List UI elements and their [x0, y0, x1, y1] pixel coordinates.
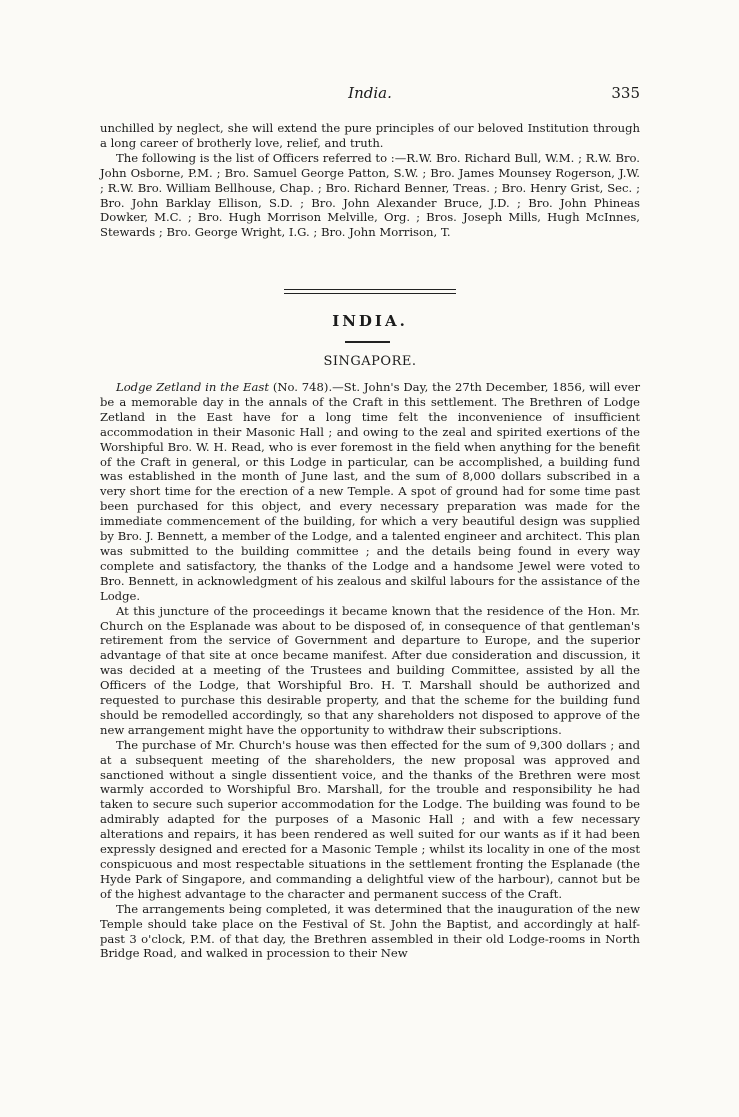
article-paragraph: The purchase of Mr. Church's house was then effected for the sum of 9,300 dollars ; and at a subsequent meeting of the shareholders, the new proposal was approved and sanctioned without a single dissentient voice, and the thanks of the Brethren were most warmly accorded to Worshipful Bro. Marshall, for the trouble and responsibility he had taken to secure such superior accommodation for the Lodge. The building was found to be admirably adapted for the purposes of a Masonic Hall ; and with a few necessary alterations and repairs, it has been rendered as well suited for our wants as if it had been expressly designed and erected for a Masonic Temple ; whilst its locality in one of the most conspicuous and most respectable situations in the settlement fronting the Esplanade (the Hyde Park of Singapore, and commanding a delightful view of the harbour), cannot but be of the highest advantage to the character and permanent success of the Craft. [100, 737, 640, 901]
subsection-title: SINGAPORE. [323, 354, 417, 369]
intro-paragraph-continued: unchilled by neglect, she will extend the pure principles of our beloved Institution through a long career of brotherly love, relief, and truth. [100, 121, 640, 150]
running-head-title: India. [348, 84, 392, 102]
section-divider [284, 289, 456, 294]
article-body [100, 380, 640, 961]
article-paragraph: At this juncture of the proceedings it became known that the residence of the Hon. Mr. Church on the Esplanade was about to be disposed of, in consequence of that gentleman's retirement from the service of Government and departure to Europe, and the superior advantage of that site at once became manifest. After due consideration and discussion, it was decided at a meeting of the Trustees and building Committee, assisted by all the Officers of the Lodge, that Worshipful Bro. H. T. Marshall should be authorized and requested to purchase this desirable property, and that the scheme for the building fund should be remodelled accordingly, so that any shareholders not disposed to approve of the new arrangement might have the opportunity to withdraw their subscriptions. [100, 603, 640, 737]
section-title: INDIA. [332, 312, 408, 330]
article-paragraph: The arrangements being completed, it was determined that the inauguration of the new Temple should take place on the Festival of St. John the Baptist, and accordingly at half-past 3 o'clock, P.M. of that day, the Brethren assembled in their old Lodge-rooms in North Bridge Road, and walked in procession to their New [100, 901, 640, 961]
page-number: 335 [611, 84, 640, 102]
lodge-name: Lodge Zetland in the East [116, 380, 269, 394]
officers-list-paragraph: The following is the list of Officers referred to :—R.W. Bro. Richard Bull, W.M. ; R.W. Bro. John Osborne, P.M. ; Bro. Samuel George Patton, S.W. ; Bro. James Mounsey Rogerson, J.W. ; R.W. Bro. William Bellhouse, Chap. ; Bro. Richard Benner, Treas. ; Bro. Henry Grist, Sec. ; Bro. John Barklay Ellison, S.D. ; Bro. John Alexander Bruce, J.D. ; Bro. John Phineas Dowker, M.C. ; Bro. Hugh Morrison Melville, Org. ; Bros. Joseph Mills, Hugh McInnes, Stewards ; Bro. George Wright, I.G. ; Bro. John Morrison, T. [100, 150, 640, 240]
intro-text [100, 121, 640, 240]
lead-text: (No. 748).—St. John's Day, the 27th December, 1856, will ever be a memorable day in the annals of the Craft in this settlement. The Brethren of Lodge Zetland in the East have for a long time felt the inconvenience of insufficient accommodation in their Masonic Hall ; and owing to the zeal and spirited exertions of the Worshipful Bro. W. H. Read, who is ever foremost in the field when anything for the benefit of the Craft in general, or this Lodge in particular, can be accomplished, a building fund was established in the month of June last, and the sum of 8,000 dollars subscribed in a very short time for the erection of a new Temple. A spot of ground had for some time past been purchased for this object, and every necessary preparation was made for the immediate commencement of the building, for which a very beautiful design was supplied by Bro. J. Bennett, a member of the Lodge, and a talented engineer and architect. This plan was submitted to the building committee ; and the details being found in every way complete and satisfactory, the thanks of the Lodge and a handsome Jewel were voted to Bro. Bennett, in acknowledgment of his zealous and skilful labours for the assistance of the Lodge. [100, 380, 640, 603]
title-rule [345, 341, 390, 343]
running-head [100, 84, 640, 104]
article-paragraph [100, 380, 640, 604]
